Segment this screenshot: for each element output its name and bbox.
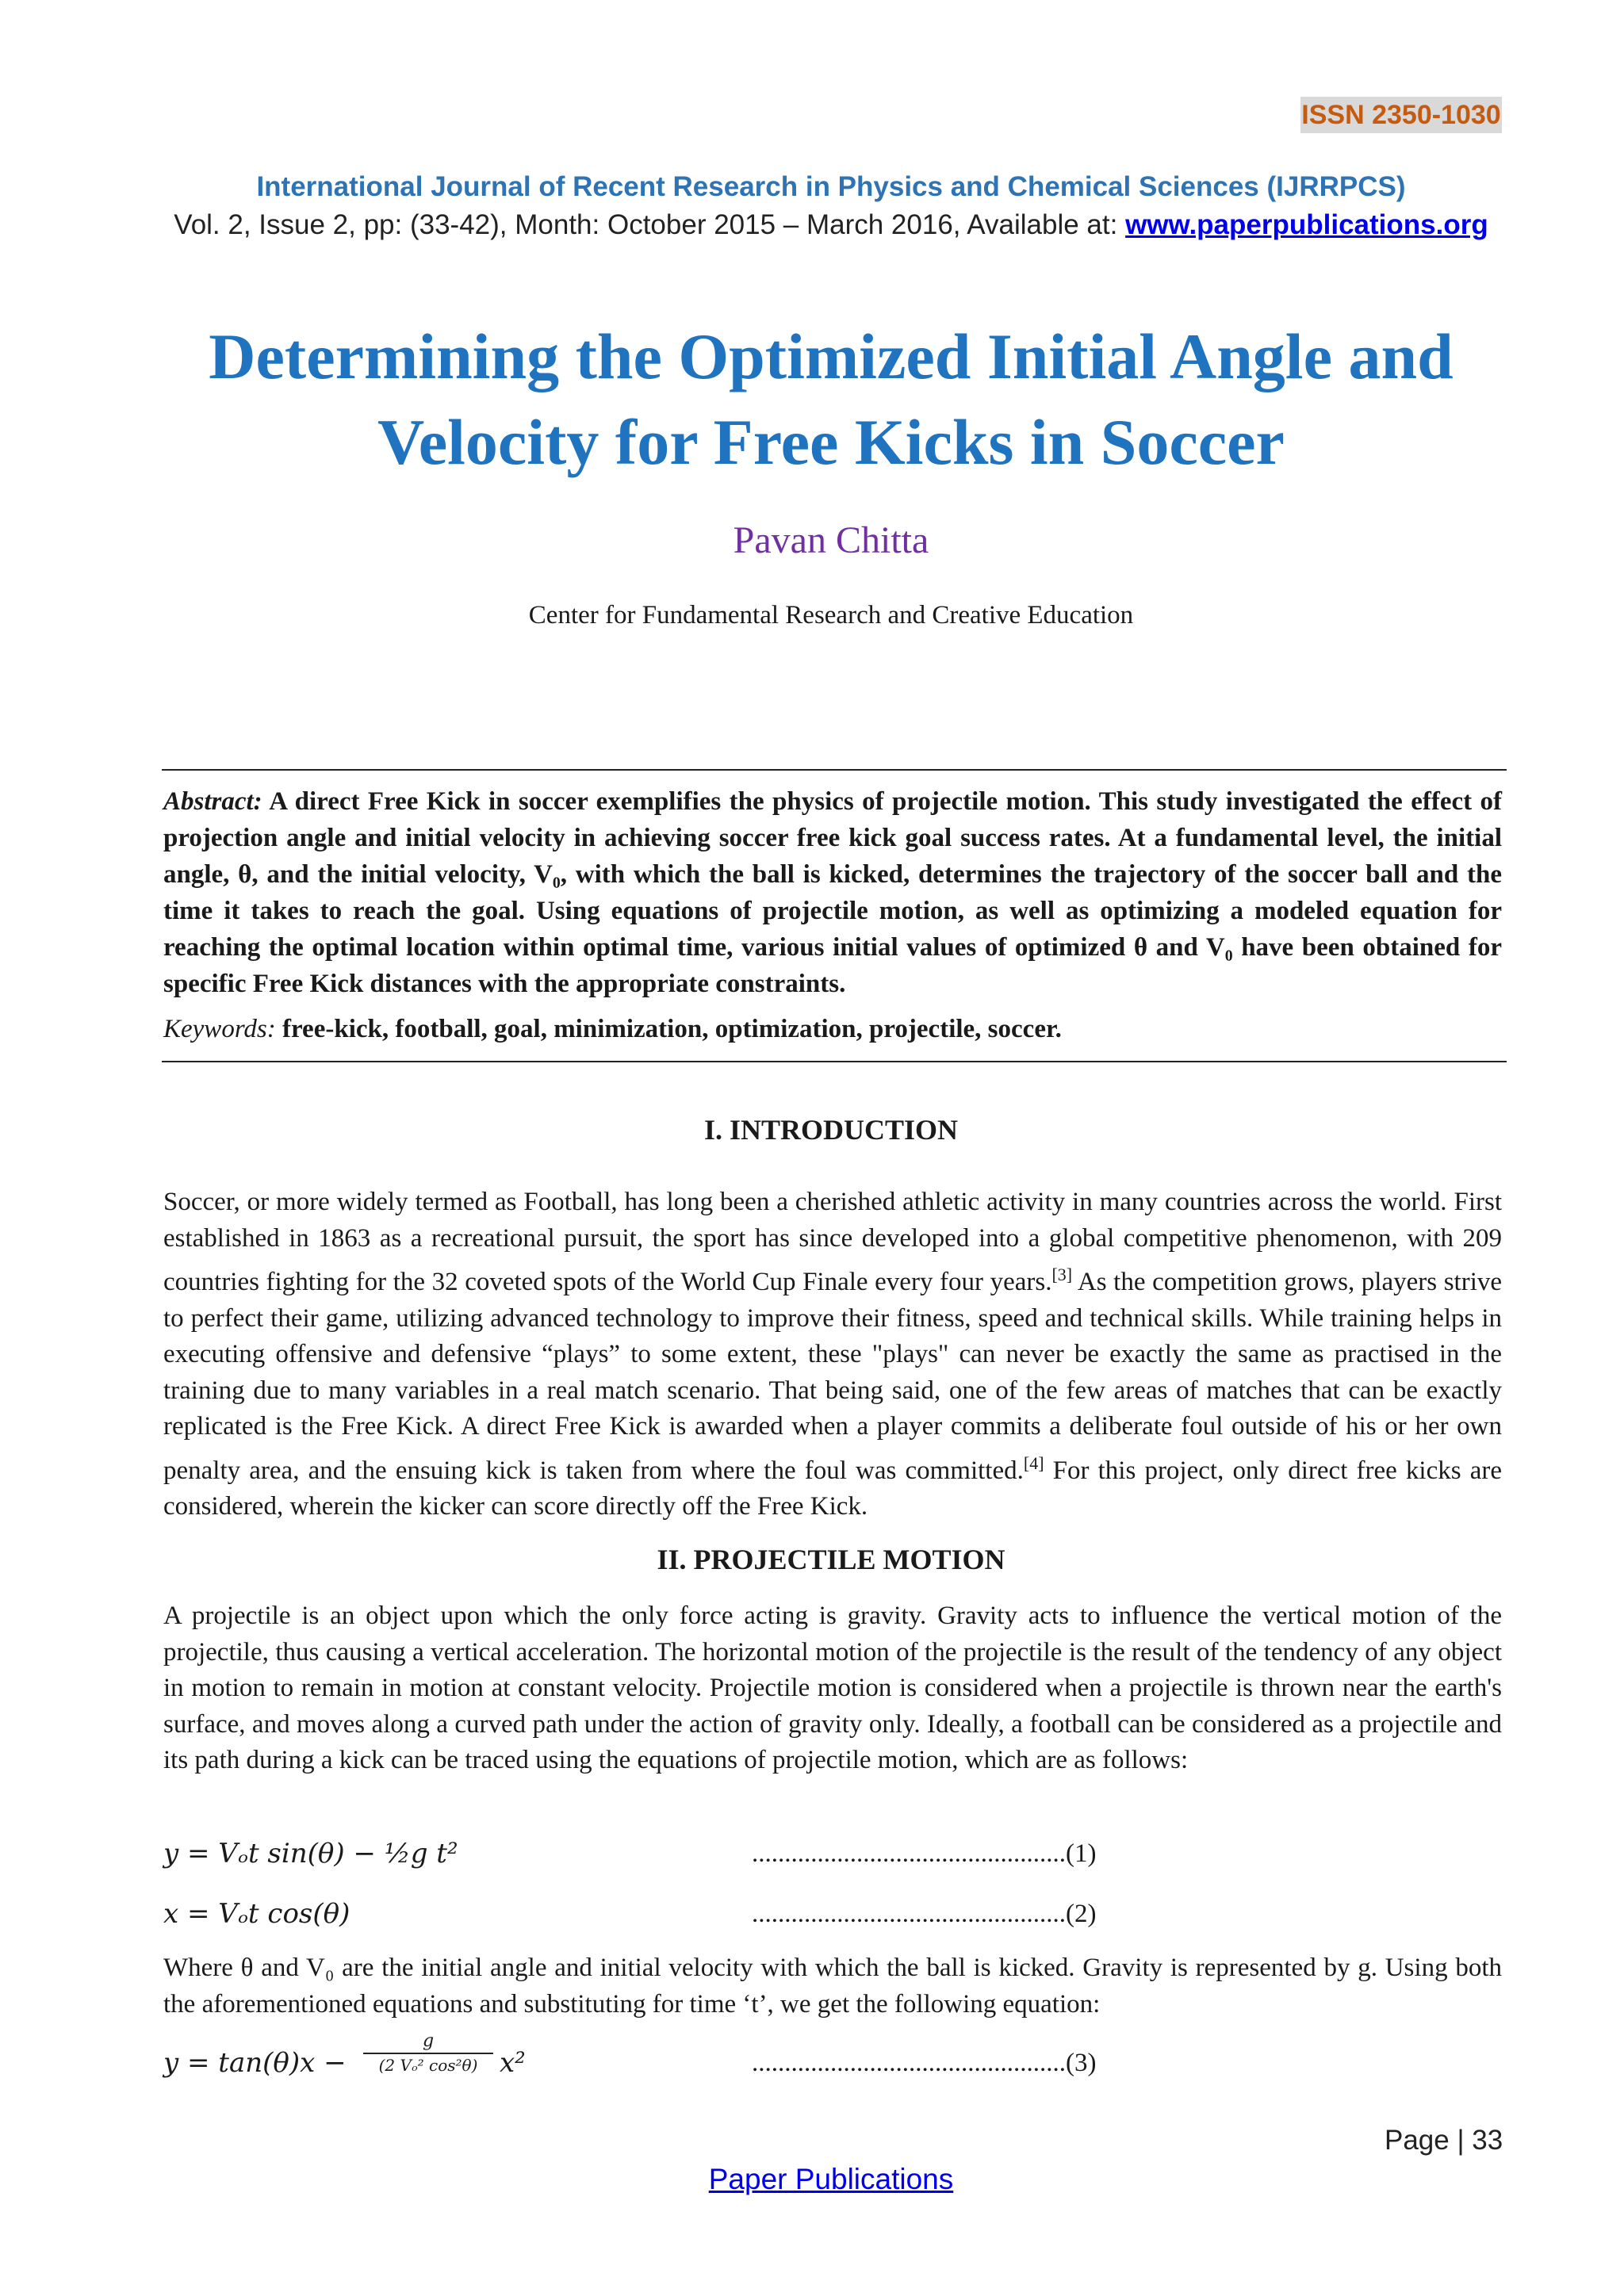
title-line-1: Determining the Optimized Initial Angle and [209, 320, 1454, 392]
keywords-label: Keywords: [163, 1015, 276, 1043]
intro-text-3: For this project, only direct free kicks are considered, wherein the kicker can score directly off the Free Kick. [163, 1456, 1502, 1521]
equation-1: y = Vₒt sin(θ) − ½g t² [163, 1838, 458, 1869]
abstract-block [163, 783, 1502, 1002]
equation-3-fraction [363, 2031, 493, 2075]
author-name: Pavan Chitta [733, 519, 929, 561]
abstract-bottom-rule [162, 1061, 1507, 1062]
intro-text-1: Soccer, or more widely termed as Football, has long been a cherished athletic activity in many countries across the world. First established in 1863 as a recreational pursuit, the sport has since developed into a global competitive phenomenon, with 209 countries fighting for the 32 coveted spots of the World Cup Finale every four years. [163, 1188, 1502, 1296]
page-number: Page | 33 [1385, 2125, 1503, 2156]
journal-url-link[interactable]: www.paperpublications.org [1125, 209, 1488, 240]
projectile-paragraph: A projectile is an object upon which the only force acting is gravity. Gravity acts to influence the vertical motion of the projectile, thus causing a vertical acceleration. The horizontal motion of the projectile is the result of the tendency of any object in motion to remain in motion at constant velocity. Projectile motion is considered when a projectile is thrown near the earth's surface, and moves along a curved path under the action of gravity only. Ideally, a football can be considered as a projectile and its path during a kick can be traced using the equations of projectile motion, which are as follows: [163, 1601, 1502, 1774]
section-heading-introduction: I. INTRODUCTION [703, 1114, 959, 1146]
fraction-numerator: g [363, 2031, 493, 2054]
abstract-top-rule [162, 769, 1507, 771]
fraction-denominator: (2 Vₒ² cos²θ) [378, 2056, 478, 2075]
journal-volume-line [0, 209, 1624, 241]
title-line-2: Velocity for Free Kicks in Soccer [377, 406, 1285, 478]
publisher-footer-link[interactable]: Paper Publications [708, 2163, 954, 2195]
keywords-block [163, 1015, 1502, 1044]
volume-text: Vol. 2, Issue 2, pp: (33-42), Month: October 2015 – March 2016, Available at: [174, 209, 1126, 240]
citation-4: [4] [1023, 1452, 1044, 1473]
keywords-text: free-kick, football, goal, minimization, optimization, projectile, soccer. [275, 1015, 1062, 1043]
introduction-paragraph [163, 1184, 1502, 1525]
affiliation: Center for Fundamental Research and Creative Education [528, 601, 1134, 629]
abstract-text: A direct Free Kick in soccer exemplifies the physics of projectile motion. This study investigated the effect of projection angle and initial velocity in achieving soccer free kick goal success rates. At a fundamental level, the initial angle, θ, and the initial velocity, V₀, with which the ball is kicked, determines the trajectory of the soccer ball and the time it takes to reach the goal. Using equations of projectile motion, as well as optimizing a modeled equation for reaching the optimal location within optimal time, various initial values of optimized θ and V₀ have been obtained for specific Free Kick distances with the appropriate constraints. [163, 787, 1502, 998]
equation-3-right: x² [500, 2047, 526, 2079]
equation-3-left: y = tan(θ)x − [163, 2047, 347, 2079]
equation-2-number: ................................................(2) [752, 1900, 1097, 1928]
paper-title [0, 314, 1624, 485]
equation-1-number: ................................................(1) [752, 1839, 1097, 1868]
journal-title: International Journal of Recent Research in Physics and Chemical Sciences (IJRRPCS) [256, 171, 1406, 202]
equation-3-number: ................................................(3) [752, 2049, 1097, 2077]
citation-3: [3] [1051, 1265, 1073, 1284]
abstract-label: Abstract: [163, 787, 262, 816]
equation-explanation-paragraph: Where θ and V₀ are the initial angle and initial velocity with which the ball is kicked. Gravity is represented by g. Using both the aforementioned equations and substituting for time ‘t’, we get the following equation: [163, 1954, 1502, 2019]
issn-badge: ISSN 2350-1030 [1300, 97, 1502, 133]
section-heading-projectile-motion: II. PROJECTILE MOTION [657, 1544, 1005, 1575]
intro-text-2: As the competition grows, players strive to perfect their game, utilizing advanced technology to improve their fitness, speed and technical skills. While training helps in executing offensive and defensive “plays” to some extent, these "plays" can never be exactly the same as practised in the training due to many variables in a real match scenario. That being said, one of the few areas of matches that can be exactly replicated is the Free Kick. A direct Free Kick is awarded when a player commits a deliberate foul outside of his or her own penalty area, and the ensuing kick is taken from where the foul was committed. [163, 1268, 1503, 1485]
equation-2: x = Vₒt cos(θ) [163, 1898, 350, 1930]
